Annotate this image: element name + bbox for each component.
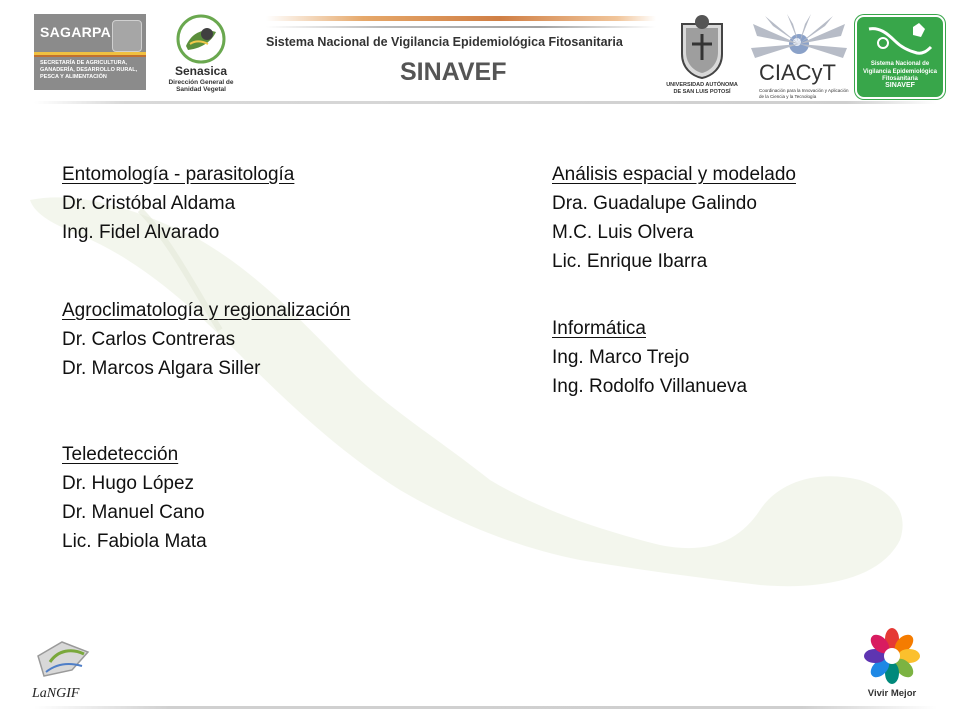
member-name: Dra. Guadalupe Galindo [552,193,757,214]
uaslp-crest-icon [676,14,728,80]
section-informatica [552,314,747,401]
senasica-subtitle: Dirección General de Sanidad Vegetal [168,79,234,93]
senasica-name: Senasica [174,64,228,78]
sinavef-badge [855,15,945,99]
section-title: Agroclimatología y regionalización [62,300,351,321]
ciacyt-name: CIACyT [759,60,836,85]
section-analisis-espacial [552,160,796,276]
member-name: Dr. Hugo López [62,473,195,494]
member-name: Dr. Marcos Algara Siller [62,358,261,379]
member-name: Lic. Fabiola Mata [62,531,207,552]
uaslp-logo [664,14,740,100]
section-title: Análisis espacial y modelado [552,164,796,185]
flower-icon [862,626,922,686]
badge-acronym: SINAVEF [885,82,915,89]
senasica-logo [160,14,242,96]
section-agroclimatologia [62,296,350,383]
member-name: Ing. Fidel Alvarado [62,222,220,243]
section-teledeteccion [62,440,207,556]
sagarpa-strip [34,55,146,57]
sinavef-title: SINAVEF [400,58,507,86]
member-name: Lic. Enrique Ibarra [552,251,708,272]
badge-system-name: Sistema Nacional de Vigilancia Epidemiológica Fitosanitaria [863,61,937,82]
vivir-mejor-logo [856,626,928,706]
section-title: Entomología - parasitología [62,164,295,185]
ciacyt-subtitle: Coordinación para la Innovación y Aplicación de la Ciencia y la Tecnología [759,88,849,99]
member-name: Dr. Cristóbal Aldama [62,193,236,214]
footer-divider [34,706,937,709]
sinavef-map-icon [865,21,935,61]
sagarpa-subtitle: SECRETARÍA DE AGRICULTURA, GANADERÍA, DESARROLLO RURAL, PESCA Y ALIMENTACIÓN [40,60,138,80]
member-name: Dr. Carlos Contreras [62,329,236,350]
header-divider [34,101,937,104]
langif-emblem-icon [32,636,96,688]
ciacyt-rays-icon [747,14,847,64]
section-entomologia [62,160,294,247]
uaslp-name: UNIVERSIDAD AUTÓNOMA DE SAN LUIS POTOSÍ [666,82,738,95]
member-name: Ing. Marco Trejo [552,347,690,368]
vivir-mejor-text: Vivir Mejor [867,688,917,699]
ciacyt-logo [745,14,849,102]
mexico-shield-icon [112,20,142,52]
header-decor-line [266,26,656,28]
sagarpa-logo [34,14,146,90]
langif-name: LaNGIF [32,686,80,701]
langif-logo [28,636,102,706]
member-name: Ing. Rodolfo Villanueva [552,376,748,397]
header-decor-line [266,16,656,21]
member-name: Dr. Manuel Cano [62,502,205,523]
section-title: Teledetección [62,444,179,465]
system-title: Sistema Nacional de Vigilancia Epidemiológica Fitosanitaria [266,35,623,49]
senasica-emblem-icon [174,14,228,64]
section-title: Informática [552,318,646,339]
sagarpa-name: SAGARPA [40,24,112,40]
member-name: M.C. Luis Olvera [552,222,694,243]
